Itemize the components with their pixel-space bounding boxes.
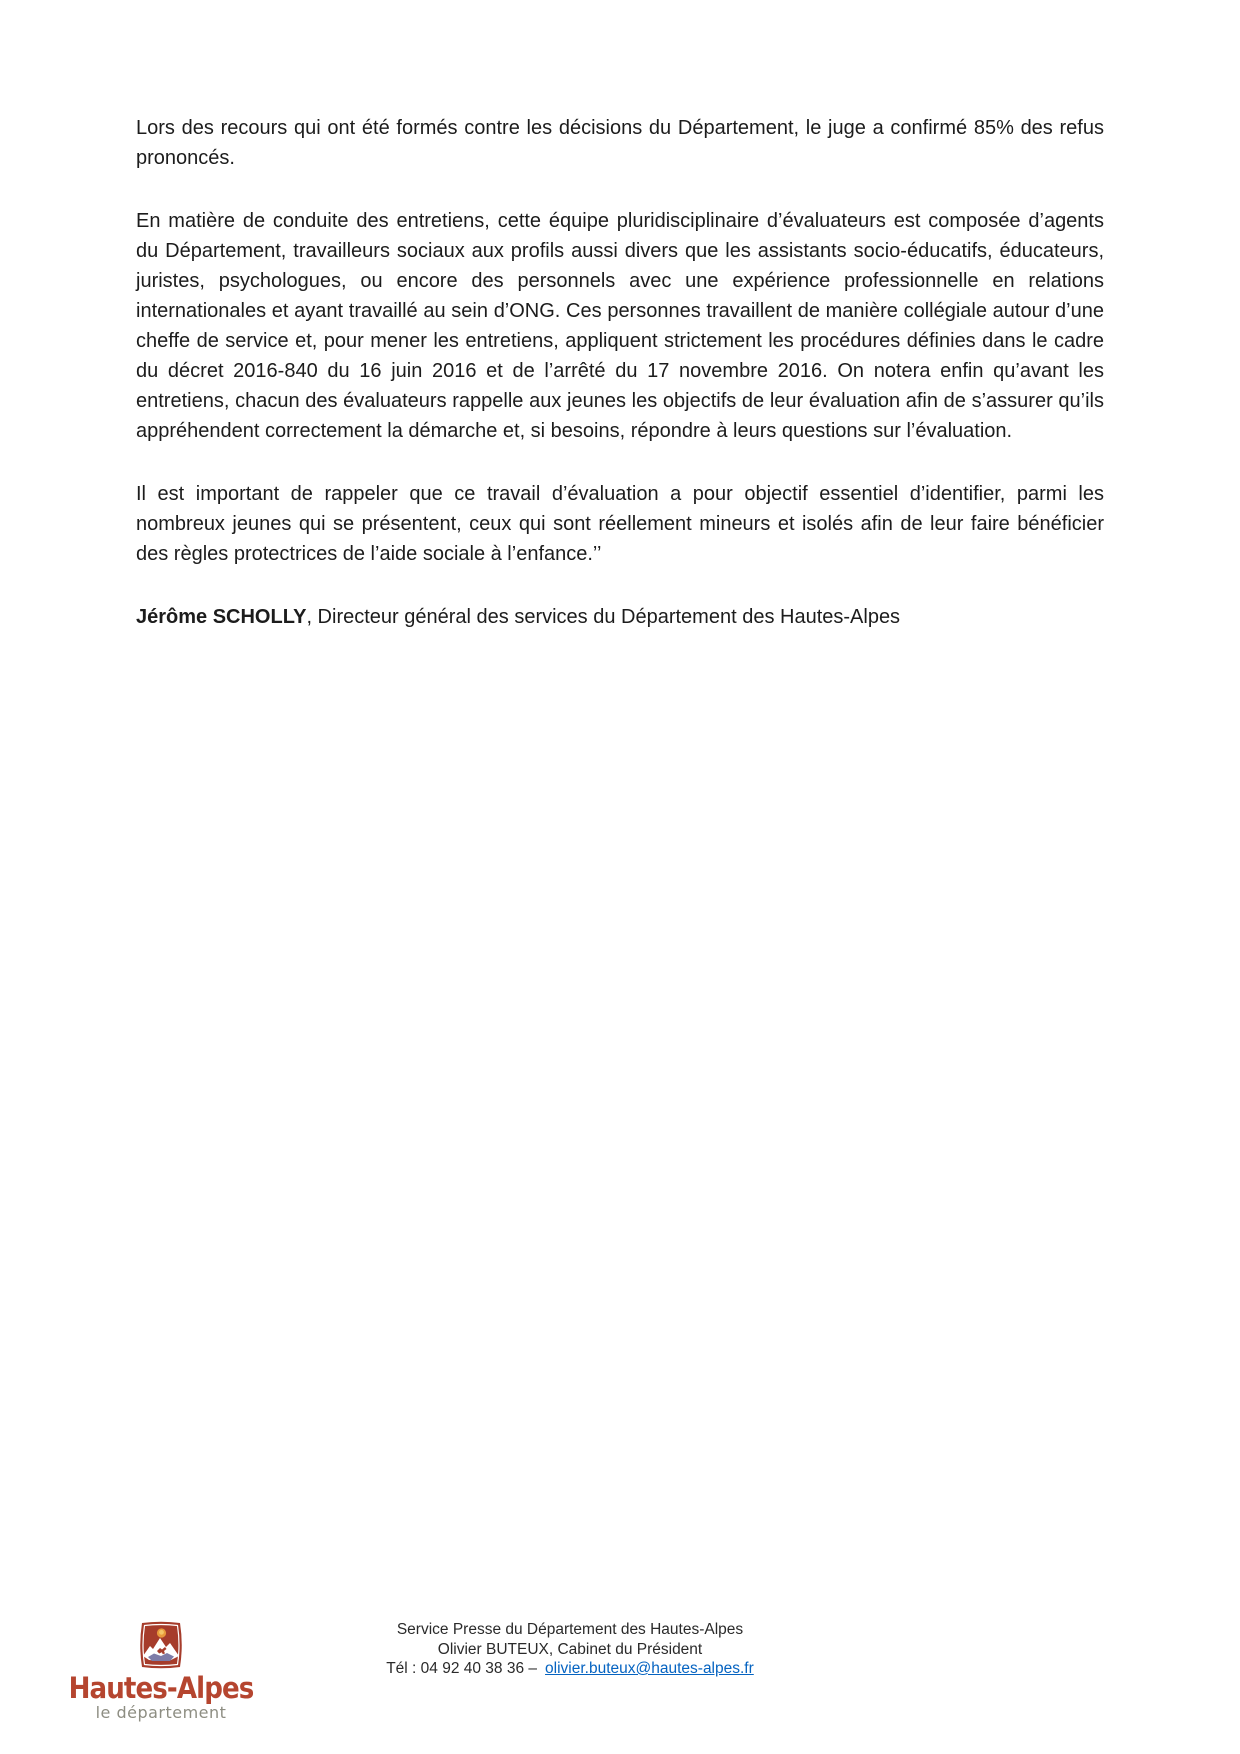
sun-center: [159, 1630, 164, 1635]
signature-role: , Directeur général des services du Département des Hautes-Alpes: [306, 606, 901, 628]
document-body: [136, 113, 1104, 632]
logo-title: Hautes-Alpes: [68, 1671, 254, 1705]
signature-line: [136, 602, 1104, 632]
logo-subtitle: le département: [95, 1703, 227, 1722]
hautes-alpes-logo: [55, 1620, 267, 1722]
footer-email-link[interactable]: olivier.buteux@hautes-alpes.fr: [545, 1660, 754, 1677]
logo-emblem-icon: [137, 1620, 185, 1670]
footer-tel-text: Tél : 04 92 40 38 36 –: [386, 1660, 538, 1677]
paragraph-entretiens: En matière de conduite des entretiens, cette équipe pluridisciplinaire d’évaluateurs est composée d’agents du Département, travailleurs sociaux aux profils aussi divers que les assistants socio-éducatifs, éducateurs, juristes, psychologues, ou encore des personnels avec une expérience professionnelle en relations internationales et ayant travaillé au sein d’ONG. Ces personnes travaillent de manière collégiale autour d’une cheffe de service et, pour mener les entretiens, appliquent strictement les procédures définies dans le cadre du décret 2016-840 du 16 juin 2016 et de l’arrêté du 17 novembre 2016. On notera enfin qu’avant les entretiens, chacun des évaluateurs rappelle aux jeunes les objectifs de leur évaluation afin de s’assurer qu’ils appréhendent correctement la démarche et, si besoins, répondre à leurs questions sur l’évaluation.: [136, 210, 1104, 442]
footer-contact-line: Olivier BUTEUX, Cabinet du Président: [437, 1640, 703, 1658]
signature-name: Jérôme SCHOLLY: [136, 606, 307, 628]
paragraph-objectif: Il est important de rappeler que ce travail d’évaluation a pour objectif essentiel d’identifier, parmi les nombreux jeunes qui se présentent, ceux qui sont réellement mineurs et isolés afin de leur faire bénéficier des règles protectrices de l’aide sociale à l’enfance.’’: [136, 483, 1104, 565]
footer-service-line: Service Presse du Département des Hautes-Alpes: [396, 1621, 744, 1638]
paragraph-recours: Lors des recours qui ont été formés contre les décisions du Département, le juge a confirmé 85% des refus prononcés.: [136, 117, 1104, 169]
